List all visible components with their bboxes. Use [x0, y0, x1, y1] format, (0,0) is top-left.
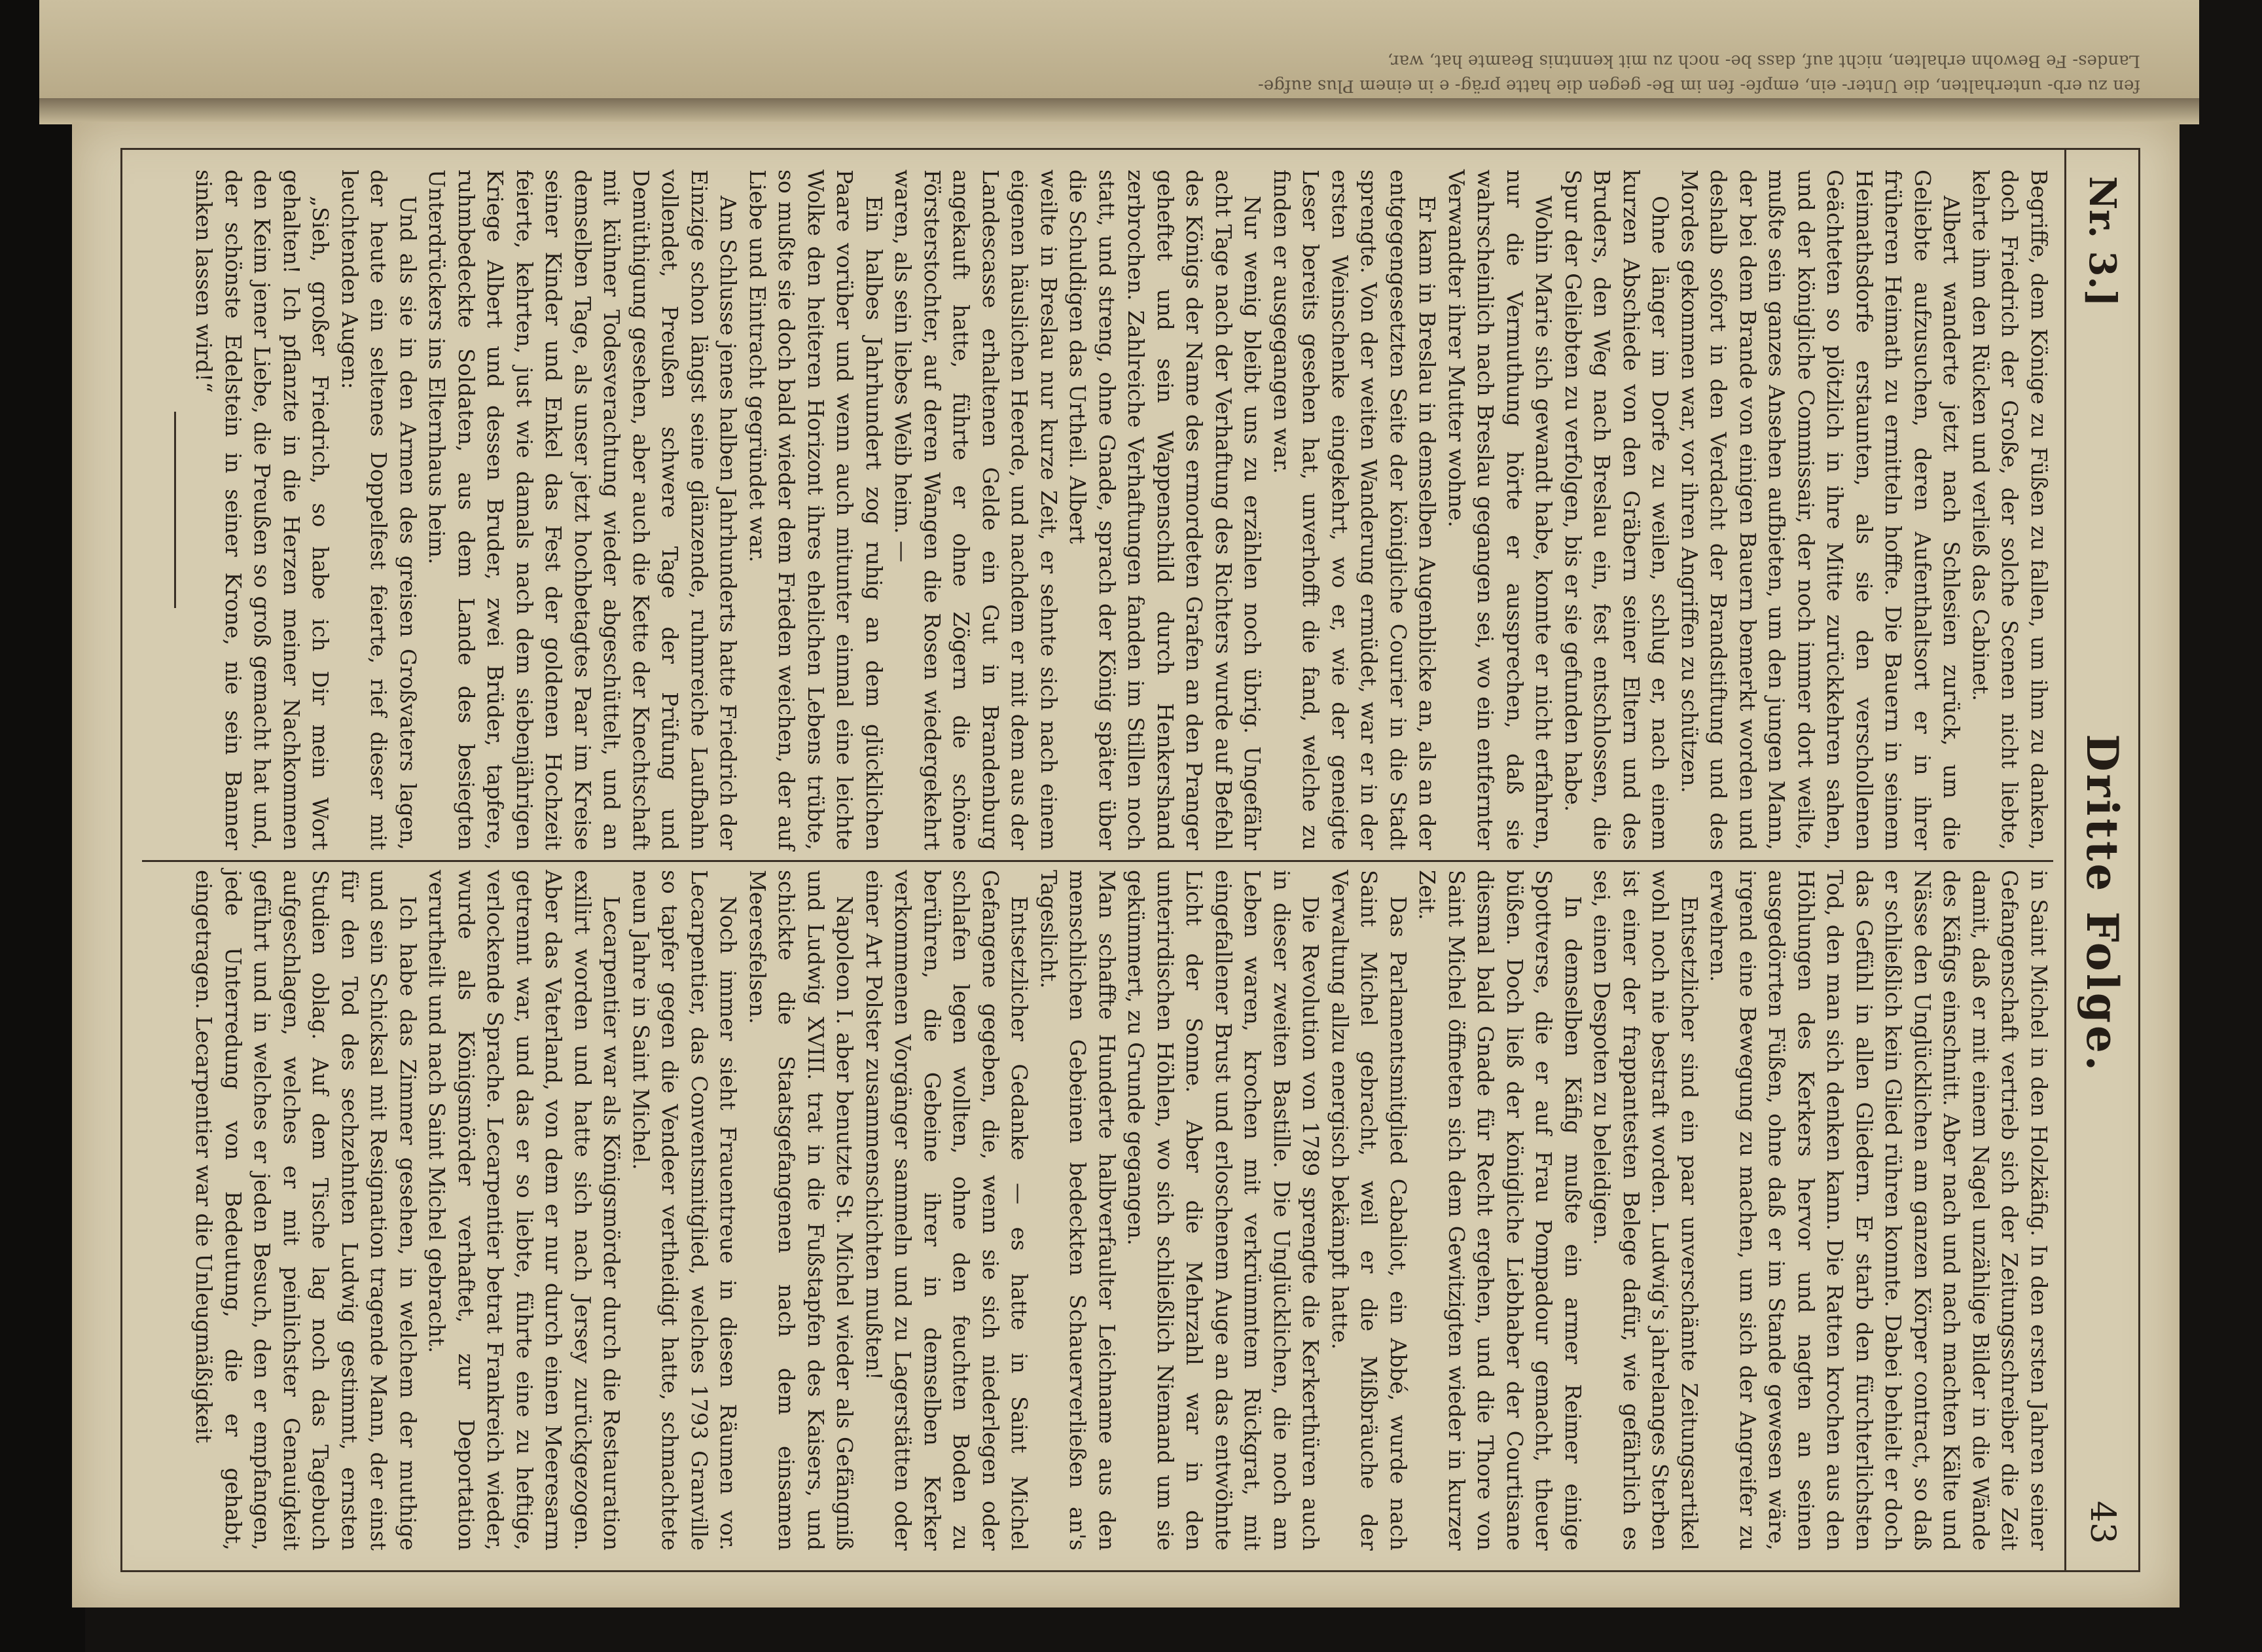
previous-page-line: Landes- Fe Bewohn erhalten, nicht auf, dass be- noch zu mit kenntnis Beamte hat, war, — [1387, 51, 2140, 71]
book-page — [72, 122, 2180, 1607]
paragraph: Napoleon I. aber benutzte St. Michel wieder als Gefängniß und Ludwig XVIII. trat in die Fußstapfen des Kaisers, und schickte die Staatsgefangenen nach dem einsamen Meeresfelsen. — [745, 870, 858, 1551]
paragraph: weilte in Breslau nur kurze Zeit, er sehnte sich nach einem eigenen häuslichen Heerde, und nachdem er mit dem aus der Landescasse erhaltenen Gelde ein Gut in Brandenburg angekauft hatte, führte er ohne Zögern die schöne Försterstochter, auf deren Wangen die Rosen wiedergekehrt waren, als sein liebes Weib heim. — — [890, 170, 1062, 850]
end-rule — [174, 412, 176, 608]
paragraph: Das Parlamentsmitglied Cabaliot, ein Abbé, wurde nach Saint Michel gebracht, weil er die Mißbräuche der Verwaltung allzu energisch bekämpft hatte. — [1327, 870, 1411, 1551]
paragraph: Und als sie in den Armen des greisen Großvaters lagen, der heute ein seltenes Doppelfest feierte, rief dieser mit leuchtenden Augen: — [337, 170, 421, 850]
page-header — [2064, 150, 2138, 1570]
paragraph: Ohne länger im Dorfe zu weilen, schlug er, nach einem kurzen Abschiede von den Gräbern seiner Eltern und des Bruders, den Weg nach Breslau ein, fest entschlossen, die Spur der Geliebten zu verfolgen, bis er sie gefunden habe. — [1560, 170, 1674, 850]
paragraph: Entsetzlicher sind ein paar unverschämte Zeitungsartikel wohl noch nie bestraft worden. Ludwig's jahrelanges Sterben ist einer der frappantesten Belege dafür, wie gefährlich es sei, einen Despoten zu beleidigen. — [1589, 870, 1702, 1551]
page-frame — [120, 148, 2140, 1572]
paragraph: Er kam in Breslau in demselben Augenblicke an, als an der entgegengesetzten Seite der königliche Courier in die Stadt sprengte. Von der weiten Wanderung ermüdet, war er in der ersten Weinschenke eingekehrt, wo er, wie der geneigte Leser bereits gesehen hat, unverhofft die fand, welche zu finden er ausgegangen war. — [1269, 170, 1441, 850]
previous-page-line: fen zu erb- unterhalten, die Unter- ein, empfe- fen im Be- gegen die hatte präg- e in einem Plus aufge- — [1257, 76, 2140, 96]
page-content — [72, 122, 2180, 1607]
paragraph: Albert wanderte jetzt nach Schlesien zurück, um die Geliebte aufzusuchen, deren Aufenthaltsort er in ihrer früheren Heimath zu ermitteln hoffte. Die Bauern in seinem Heimathsdorfe erstaunten, als sie den verschollenen Geächteten so plötzlich in ihre Mitte zurückkehren sahen, und der königliche Commissair, der noch immer dort weilte, mußte sein ganzes Ansehen aufbieten, um den jungen Mann, der bei dem Brande von einigen Bauern bemerkt worden und deshalb sofort in den Verdacht der Brandstiftung und des Mordes gekommen war, vor ihren Angriffen zu schützen. — [1677, 170, 1965, 850]
paragraph: in Saint Michel in den Holzkäfig. In den ersten Jahren seiner Gefangenschaft vertrieb sich der Zeitungsschreiber die Zeit damit, daß er mit einem Nagel unzählige Bilder in die Wände des Käfigs einschnitt. Aber nach und nach machten Kälte und Nässe den Unglücklichen am ganzen Körper contract, so daß er schließlich kein Glied rühren konnte. Dabei behielt er doch das Gefühl in allen Gliedern. Er starb den fürchterlichsten Tod, den man sich denken kann. Die Ratten krochen aus den Höhlungen des Kerkers hervor und nagten an seinen ausgedörrten Füßen, ohne daß er im Stande gewesen wäre, irgend eine Bewegung zu machen, um sich der Angreifer zu erwehren. — [1706, 870, 2052, 1551]
paragraph: Am Schlusse jenes halben Jahrhunderts hatte Friedrich der Einzige schon längst seine glänzende, ruhmreiche Laufbahn vollendet, Preußen schwere Tage der Prüfung und Demüthigung gesehen, aber auch die Kette der Knechtschaft mit kühner Todesverachtung wieder abgeschüttelt, und an demselben Tage, als unser jetzt hochbetagtes Paar im Kreise seiner Kinder und Enkel das Fest der goldenen Hochzeit feierte, kehrten, just wie damals nach dem siebenjährigen Kriege Albert und dessen Bruder, zwei Brüder, tapfere, ruhmbedeckte Soldaten, aus dem Lande des besiegten Unterdrückers ins Elternhaus heim. — [424, 170, 742, 850]
paragraph: In demselben Käfig mußte ein armer Reimer einige Spottverse, die er auf Frau Pompadour gemacht, theuer büßen. Doch ließ der königliche Liebhaber der Courtisane diesmal bald Gnade für Recht ergehen, und die Thore von Saint Michel öffneten sich dem Gewitzigten wieder in kurzer Zeit. — [1414, 870, 1586, 1551]
paragraph: Lecarpentier war als Königsmörder durch die Restauration exilirt worden und hatte sich nach Jersey zurückgezogen. Aber das Vaterland, von dem er nur durch einen Meeresarm getrennt war, und das er so liebte, führte eine zu heftige, verlockende Sprache. Lecarpentier betrat Frankreich wieder, wurde als Königsmörder verhaftet, zur Deportation verurtheilt und nach Saint Michel gebracht. — [424, 870, 625, 1551]
previous-page-edge — [39, 0, 2199, 101]
series-title: Dritte Folge. — [2077, 734, 2128, 1073]
left-column — [174, 170, 2053, 850]
paragraph: Die Revolution von 1789 sprengte die Kerkerthüren auch in dieser zweiten Bastille. Die Unglücklichen, die noch am Leben waren, krochen mit verkrümmtem Rückgrat, mit eingefallener Brust und erloschenem Auge an das entwöhnte Licht der Sonne. Aber die Mehrzahl war in den unterirdischen Höhlen, wo sich schließlich Niemand um sie gekümmert, zu Grunde gegangen. — [1123, 870, 1324, 1551]
page-number: 43 — [2083, 1500, 2122, 1544]
paragraph: Begriffe, dem Könige zu Füßen zu fallen, um ihm zu danken, doch Friedrich der Große, der solche Scenen nicht liebte, kehrte ihm den Rücken und verließ das Cabinet. — [1968, 170, 2052, 850]
paragraph: Ich habe das Zimmer gesehen, in welchem der muthige und sein Schicksal mit Resignation tragende Mann, der einst für den Tod des sechzehnten Ludwig gestimmt, ernsten Studien oblag. Auf dem Tische lag noch das Tagebuch aufgeschlagen, welches er mit peinlichster Genauigkeit geführt und in welches er jeden Besuch, den er empfangen, jede Unterredung von Bedeutung, die er gehabt, eingetragen. Lecarpentier war die Unleugmäßigkeit — [191, 870, 421, 1551]
paragraph: Ein halbes Jahrhundert zog ruhig an dem glücklichen Paare vorüber und wenn auch mitunter einmal eine leichte Wolke den heiteren Horizont ihres ehelichen Lebens trübte, so mußte sie doch bald wieder dem Frieden weichen, der auf Liebe und Eintracht gegründet war. — [745, 170, 887, 850]
column-divider — [142, 860, 2053, 862]
paragraph: Nur wenig bleibt uns zu erzählen noch übrig. Ungefähr acht Tage nach der Verhaftung des Richters wurde auf Befehl des Königs der Name des ermordeten Grafen an den Pranger geheftet und sein Wappenschild durch Henkershand zerbrochen. Zahlreiche Verhaftungen fanden im Stillen noch statt, und streng, ohne Gnade, sprach der König später über die Schuldigen das Urtheil. Albert — [1065, 170, 1266, 850]
paragraph: Entsetzlicher Gedanke — es hatte in Saint Michel Gefangene gegeben, die, wenn sie sich niederlegen oder schlafen legen wollten, ohne den feuchten Boden zu berühren, die Gebeine ihrer in demselben Kerker verkommenen Vorgänger sammeln und zu Lagerstätten oder einer Art Polster zusammenschichten mußten! — [861, 870, 1033, 1551]
paragraph: Man schaffte Hunderte halbverfaulter Leichname aus den menschlichen Gebeinen bedeckten Schauerverließen an's Tageslicht. — [1036, 870, 1120, 1551]
paragraph: Wohin Marie sich gewandt habe, konnte er nicht erfahren, nur die Vermuthung hörte er aussprechen, daß sie wahrscheinlich nach Breslau gegangen sei, wo ein entfernter Verwandter ihrer Mutter wohne. — [1444, 170, 1557, 850]
right-column — [189, 870, 2053, 1551]
issue-number: Nr. 3.] — [2081, 176, 2124, 307]
paragraph: Noch immer sieht Frauentreue in diesen Räumen vor. Lecarpentier, das Conventsmitglied, welches 1793 Granville so tapfer gegen die Vendeer vertheidigt hatte, schmachtete neun Jahre in Saint Michel. — [628, 870, 742, 1551]
page-gutter — [39, 98, 2199, 124]
closing-quote: „Sieh, großer Friedrich, so habe ich Dir mein Wort gehalten! Ich pflanzte in die Herzen meiner Nachkommen den Keim jener Liebe, die Preußen so groß gemacht hat und, der schönste Edelstein in seiner Krone, nie sein Banner sinken lassen wird!“ — [191, 170, 334, 850]
